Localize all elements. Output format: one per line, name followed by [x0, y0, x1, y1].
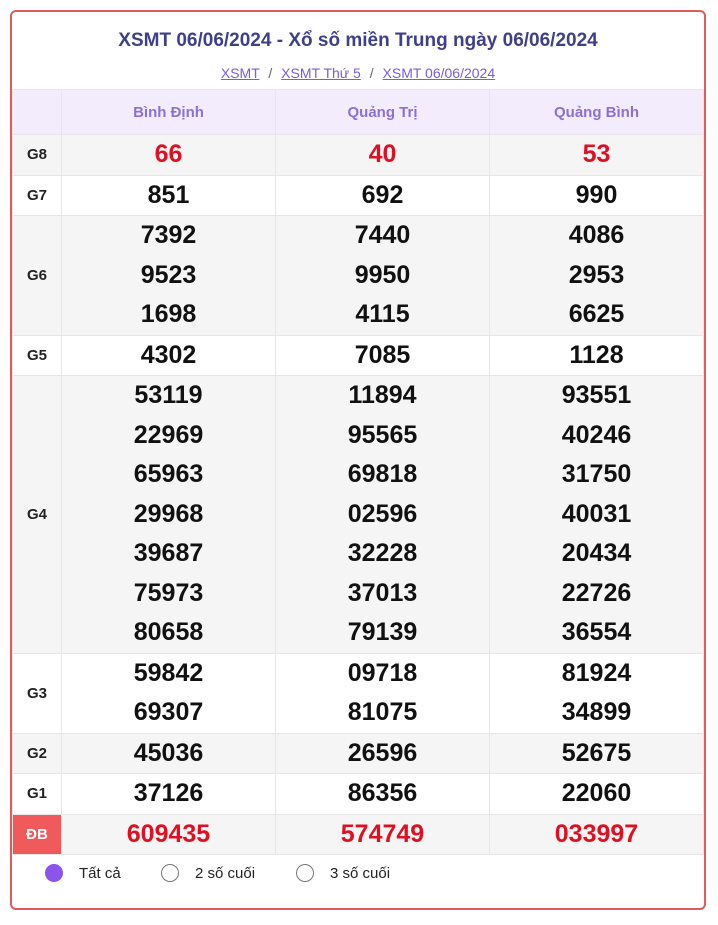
result-number: 26596 — [347, 738, 418, 767]
result-number: 59842 — [133, 658, 204, 687]
result-number: 20434 — [561, 539, 632, 567]
breadcrumb-link-thu5[interactable]: XSMT Thứ 5 — [281, 65, 361, 81]
prize-row — [13, 653, 704, 733]
result-number: 69818 — [347, 460, 418, 488]
result-number: 11894 — [348, 381, 417, 409]
result-number: 53119 — [134, 381, 203, 409]
result-cell — [490, 733, 704, 774]
result-cell — [490, 376, 704, 654]
result-cell — [490, 774, 704, 815]
result-number: 574749 — [340, 819, 425, 848]
result-number: 22060 — [561, 779, 632, 807]
result-cell — [490, 216, 704, 336]
digit-filter — [12, 842, 704, 902]
result-number: 34899 — [561, 698, 632, 726]
result-number: 609435 — [126, 819, 211, 848]
page-title: XSMT 06/06/2024 - Xổ số miền Trung ngày 06/06/2024 — [118, 30, 598, 51]
result-number: 7085 — [354, 340, 411, 369]
prize-row — [13, 733, 704, 774]
results-body — [13, 135, 704, 855]
prize-label: ĐB — [13, 814, 62, 855]
prize-label: G1 — [13, 774, 62, 815]
province-header: Quảng Bình — [490, 90, 704, 135]
filter-option-label: 3 số cuối — [330, 864, 391, 882]
result-cell — [276, 175, 490, 216]
result-number: 37126 — [133, 779, 204, 807]
result-cell — [276, 135, 490, 176]
result-cell — [490, 653, 704, 733]
result-cell — [276, 653, 490, 733]
result-number: 39687 — [133, 539, 204, 567]
filter-option-last-2[interactable] — [161, 864, 255, 882]
filter-option-last-3[interactable] — [296, 864, 390, 882]
prize-row — [13, 175, 704, 216]
prize-label: G7 — [13, 175, 62, 216]
result-number: 69307 — [133, 698, 204, 726]
prize-row — [13, 335, 704, 376]
prize-label: G5 — [13, 335, 62, 376]
result-cell — [62, 733, 276, 774]
result-number: 40 — [368, 140, 397, 168]
breadcrumb — [12, 65, 704, 81]
result-number: 40031 — [561, 499, 632, 528]
result-number: 32228 — [347, 539, 418, 567]
result-number: 95565 — [347, 420, 418, 449]
prize-label: G2 — [13, 733, 62, 774]
results-header — [12, 12, 704, 89]
result-cell — [62, 376, 276, 654]
result-cell — [490, 335, 704, 376]
result-cell — [276, 335, 490, 376]
filter-option-label: Tất cả — [79, 864, 121, 882]
breadcrumb-separator: / — [268, 65, 273, 81]
result-cell — [276, 216, 490, 336]
province-header: Bình Định — [62, 90, 276, 135]
results-card — [10, 10, 706, 910]
result-cell — [62, 216, 276, 336]
prize-label: G8 — [13, 135, 62, 176]
result-number: 80658 — [133, 618, 204, 646]
prize-label: G4 — [13, 376, 62, 654]
result-cell — [490, 175, 704, 216]
corner-cell — [13, 90, 62, 135]
prize-label: G6 — [13, 216, 62, 336]
result-number: 692 — [361, 180, 404, 209]
result-number: 86356 — [347, 779, 418, 807]
result-number: 990 — [575, 180, 618, 209]
province-header-row — [13, 90, 704, 135]
result-number: 9950 — [354, 260, 411, 289]
result-number: 033997 — [554, 819, 639, 848]
result-number: 7392 — [140, 221, 197, 249]
radio-icon[interactable] — [296, 864, 314, 882]
result-number: 31750 — [561, 460, 632, 488]
radio-icon[interactable] — [45, 864, 63, 882]
breadcrumb-link-xsmt[interactable]: XSMT — [220, 65, 260, 81]
result-number: 22726 — [561, 578, 632, 607]
result-number: 65963 — [133, 460, 204, 488]
province-header: Quảng Trị — [276, 90, 490, 135]
result-number: 7440 — [354, 221, 411, 249]
breadcrumb-link-date[interactable]: XSMT 06/06/2024 — [382, 65, 496, 81]
result-cell — [490, 135, 704, 176]
result-cell — [62, 335, 276, 376]
result-number: 81075 — [347, 698, 418, 726]
result-cell — [276, 733, 490, 774]
filter-option-all[interactable] — [45, 864, 121, 882]
result-number: 75973 — [133, 578, 204, 607]
result-number: 2953 — [568, 260, 625, 289]
filter-option-label: 2 số cuối — [195, 864, 256, 882]
result-number: 4302 — [140, 340, 197, 369]
prize-label: G3 — [13, 653, 62, 733]
result-number: 93551 — [561, 381, 632, 409]
result-cell — [62, 653, 276, 733]
result-number: 4086 — [568, 221, 625, 249]
result-number: 37013 — [347, 578, 418, 607]
results-table — [12, 89, 704, 855]
prize-row — [13, 135, 704, 176]
result-cell — [62, 175, 276, 216]
result-number: 22969 — [133, 420, 204, 449]
result-cell — [62, 774, 276, 815]
result-number: 53 — [582, 140, 611, 168]
breadcrumb-separator: / — [369, 65, 374, 81]
result-cell — [276, 376, 490, 654]
result-number: 81924 — [561, 658, 632, 687]
prize-row — [13, 376, 704, 654]
prize-row — [13, 216, 704, 336]
result-number: 02596 — [347, 499, 418, 528]
result-number: 45036 — [133, 738, 204, 767]
result-number: 4115 — [355, 300, 410, 328]
result-number: 40246 — [561, 420, 632, 449]
result-number: 1128 — [569, 340, 624, 369]
result-number: 29968 — [133, 499, 204, 528]
result-number: 09718 — [347, 658, 418, 687]
result-number: 9523 — [140, 260, 197, 289]
result-cell — [276, 774, 490, 815]
result-number: 6625 — [568, 300, 625, 328]
result-cell — [62, 135, 276, 176]
result-number: 1698 — [140, 300, 197, 328]
result-number: 36554 — [561, 618, 632, 646]
result-number: 851 — [147, 180, 190, 209]
radio-icon[interactable] — [161, 864, 179, 882]
result-number: 79139 — [347, 618, 418, 646]
result-number: 52675 — [561, 738, 632, 767]
result-number: 66 — [154, 140, 183, 168]
prize-row — [13, 774, 704, 815]
